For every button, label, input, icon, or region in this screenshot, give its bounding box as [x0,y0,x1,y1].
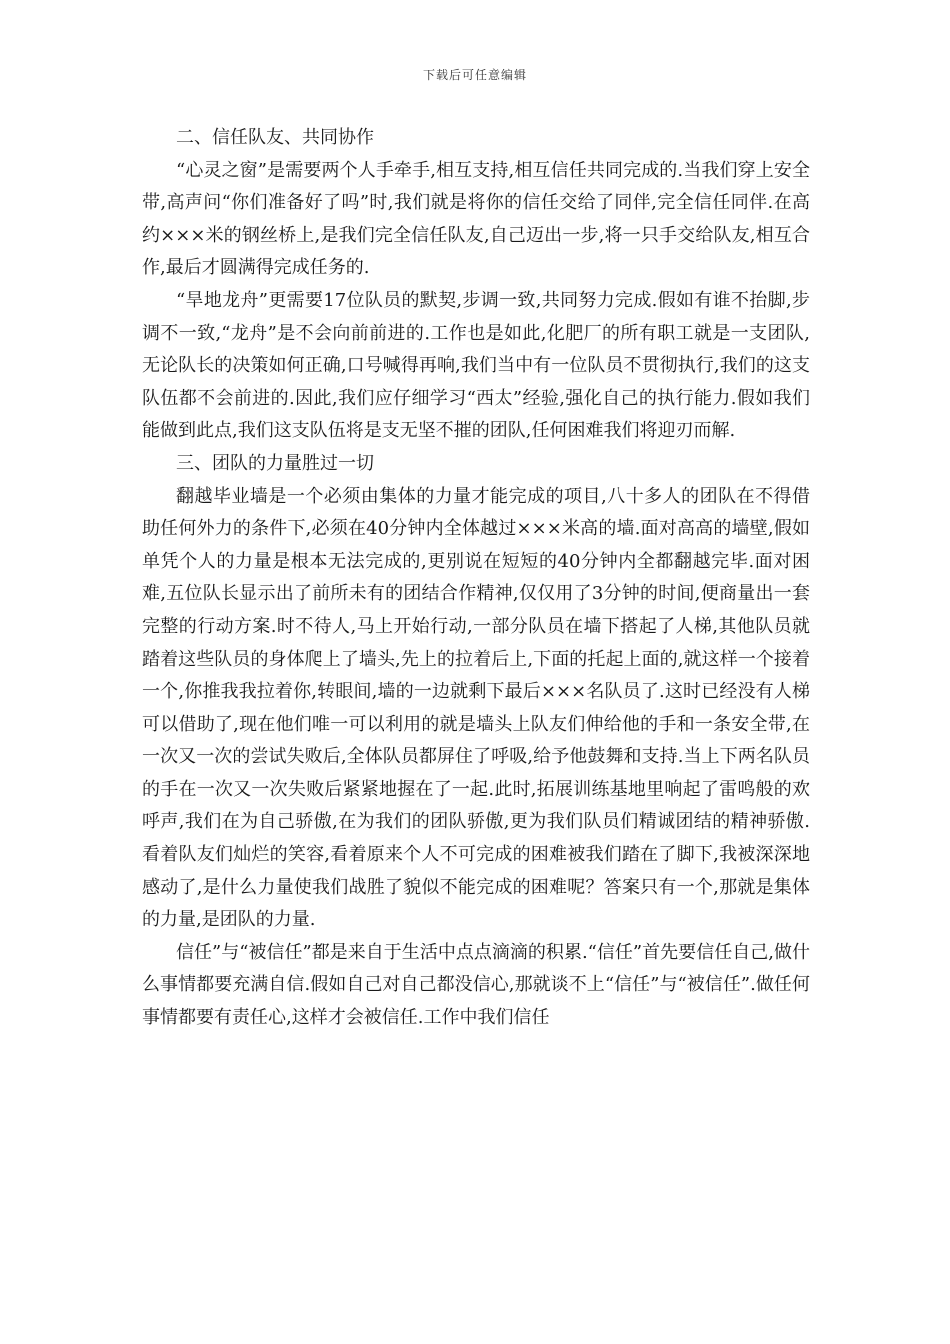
page-header-note: 下载后可任意编辑 [422,68,527,82]
paragraph-graduation-wall: 翻越毕业墙是一个必须由集体的力量才能完成的项目,八十多人的团队在不得借助任何外力的条件下,必须在40分钟内全体越过×××米高的墙.面对高高的墙壁,假如单凭个人的力量是根本无法完成的,更别说在短短的40分钟内全都翻越完毕.面对困难,五位队长显示出了前所未有的团结合作精神,仅仅用了3分钟的时间,便商量出一套完整的行动方案.时不待人,马上开始行动,一部分队员在墙下搭起了人梯,其他队员就踏着这些队员的身体爬上了墙头,先上的拉着后上,下面的托起上面的,就这样一个接着一个,你推我我拉着你,转眼间,墙的一边就剩下最后×××名队员了.这时已经没有人梯可以借助了,现在他们唯一可以利用的就是墙头上队友们伸给他的手和一条安全带,在一次又一次的尝试失败后,全体队员都屏住了呼吸,给予他鼓舞和支持.当上下两名队员的手在一次又一次失败后紧紧地握在了一起.此时,拓展训练基地里响起了雷鸣般的欢呼声,我们在为自己骄傲,在为我们的团队骄傲,更为我们队员们精诚团结的精神骄傲.看着队友们灿烂的笑容,看着原来个人不可完成的困难被我们踏在了脚下,我被深深地感动了,是什么力量使我们战胜了貌似不能完成的困难呢？答案只有一个,那就是集体的力量,是团队的力量. [142,485,810,931]
section-heading-team-power: 三、团队的力量胜过一切 [176,452,374,474]
paragraph-heart-window: “心灵之窗”是需要两个人手牵手,相互支持,相互信任共同完成的.当我们穿上安全带,高声问“你们准备好了吗”时,我们就是将你的信任交给了同伴,完全信任同伴.在高约×××米的钢丝桥上,是我们完全信任队友,自己迈出一步,将一只手交给队友,相互合作,最后才圆满得完成任务的. [142,159,810,279]
paragraph-dragon-boat: “旱地龙舟”更需要17位队员的默契,步调一致,共同努力完成.假如有谁不抬脚,步调不一致,“龙舟”是不会向前前进的.工作也是如此,化肥厂的所有职工就是一支团队,无论队长的决策如何正确,口号喊得再响,我们当中有一位队员不贯彻执行,我们的这支队伍都不会前进的.因此,我们应仔细学习“西太”经验,强化自己的执行能力.假如我们能做到此点,我们这支队伍将是支无坚不摧的团队,任何困难我们将迎刃而解. [142,289,810,442]
paragraph-trust-reflection: 信任”与“被信任”都是来自于生活中点点滴滴的积累.“信任”首先要信任自己,做什么事情都要充满自信.假如自己对自己都没信心,那就谈不上“信任”与“被信任”.做任何事情都要有责任心,这样才会被信任.工作中我们信任 [142,941,810,1029]
document-body [142,122,810,1035]
section-heading-trust: 二、信任队友、共同协作 [176,127,374,148]
